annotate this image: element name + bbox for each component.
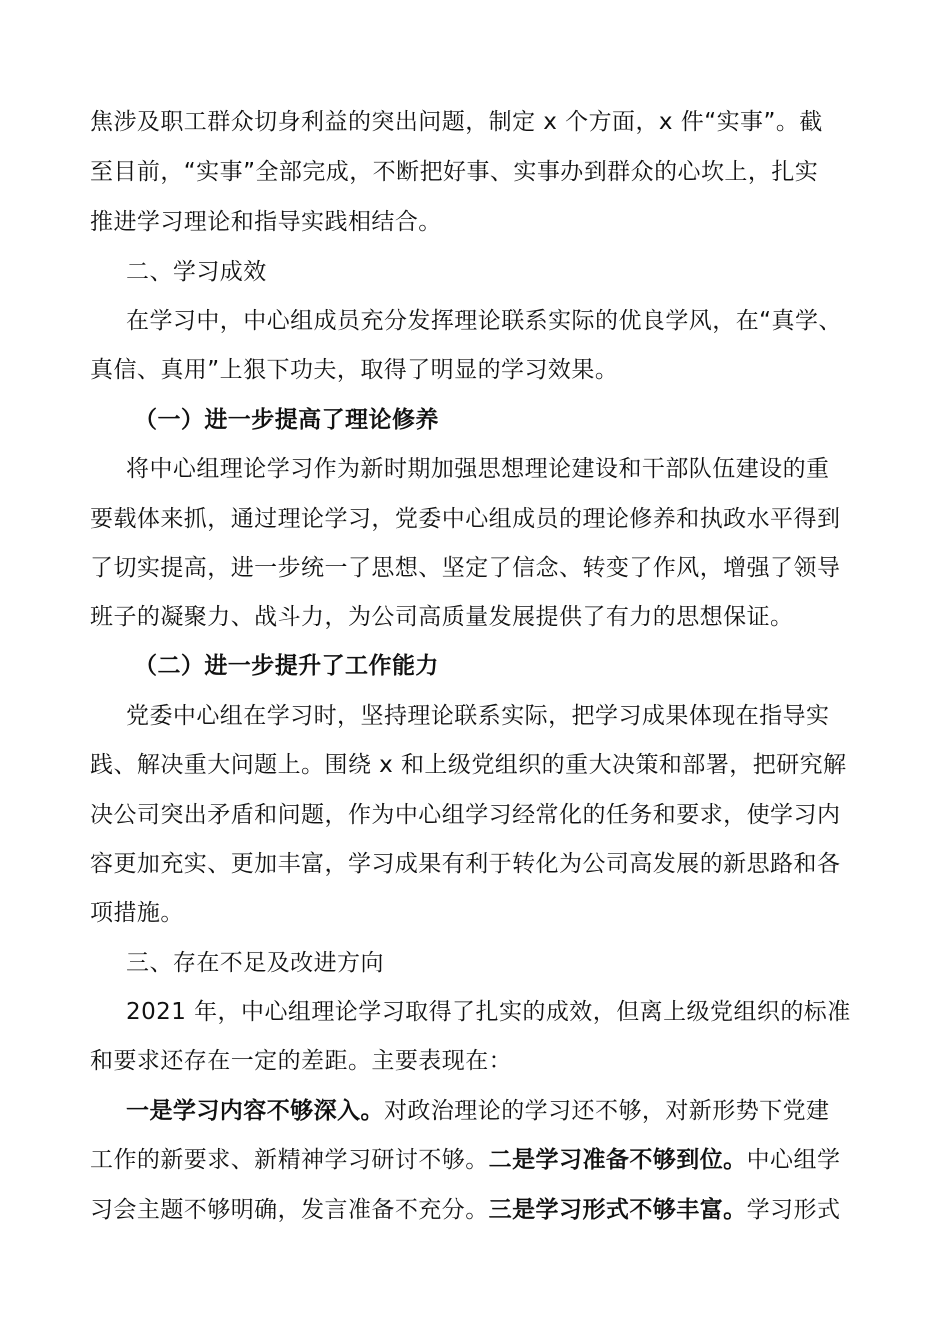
paragraph-line: 在学习中，中心组成员充分发挥理论联系实际的优良学风，在“真学、 [126, 308, 842, 334]
paragraph-line: 将中心组理论学习作为新时期加强思想理论建设和干部队伍建设的重 [126, 456, 830, 482]
paragraph-line: 班子的凝聚力、战斗力，为公司高质量发展提供了有力的思想保证。 [90, 604, 794, 630]
bold-point: 一是学习内容不够深入。 [126, 1098, 384, 1124]
paragraph-line: 焦涉及职工群众切身利益的突出问题，制定 x 个方面，x 件“实事”。截 [90, 109, 823, 135]
paragraph-line [90, 1140, 870, 1180]
paragraph-line: 2021 年，中心组理论学习取得了扎实的成效，但离上级党组织的标准 [126, 999, 851, 1025]
bold-point: 二是学习准备不够到位。 [488, 1147, 747, 1173]
paragraph-line [126, 1091, 870, 1131]
text-run: 工作的新要求、新精神学习研讨不够。 [90, 1147, 489, 1173]
paragraph-line: 容更加充实、更加丰富，学习成果有利于转化为公司高发展的新思路和各 [90, 851, 841, 877]
text-run: 中心组学 [746, 1147, 841, 1173]
paragraph-line: 和要求还存在一定的差距。主要表现在： [90, 1048, 513, 1074]
section-heading: 三、存在不足及改进方向 [126, 950, 384, 976]
paragraph-line: 决公司突出矛盾和问题，作为中心组学习经常化的任务和要求，使学习内 [90, 802, 841, 828]
paragraph-line [90, 1190, 870, 1230]
paragraph-line: 要载体来抓，通过理论学习，党委中心组成员的理论修养和执政水平得到 [90, 506, 841, 532]
text-run: 学习形式 [746, 1197, 841, 1223]
bold-point: 三是学习形式不够丰富。 [488, 1197, 747, 1223]
text-run: 对政治理论的学习还不够，对新形势下党建 [383, 1098, 830, 1124]
subsection-heading: （一）进一步提高了理论修养 [134, 407, 439, 433]
paragraph-line: 党委中心组在学习时，坚持理论联系实际，把学习成果体现在指导实 [126, 703, 830, 729]
paragraph-line: 项措施。 [90, 900, 184, 926]
subsection-heading: （二）进一步提升了工作能力 [134, 653, 439, 679]
paragraph-line: 践、解决重大问题上。围绕 x 和上级党组织的重大决策和部署，把研究解 [90, 752, 847, 778]
paragraph-line: 了切实提高，进一步统一了思想、坚定了信念、转变了作风，增强了领导 [90, 555, 841, 581]
paragraph-line: 至目前，“实事”全部完成，不断把好事、实事办到群众的心坎上，扎实 [90, 159, 819, 185]
paragraph-line: 真信、真用”上狠下功夫，取得了明显的学习效果。 [90, 357, 619, 383]
text-run: 习会主题不够明确，发言准备不充分。 [90, 1197, 489, 1223]
section-heading: 二、学习成效 [126, 259, 267, 285]
paragraph-line: 推进学习理论和指导实践相结合。 [90, 209, 442, 235]
